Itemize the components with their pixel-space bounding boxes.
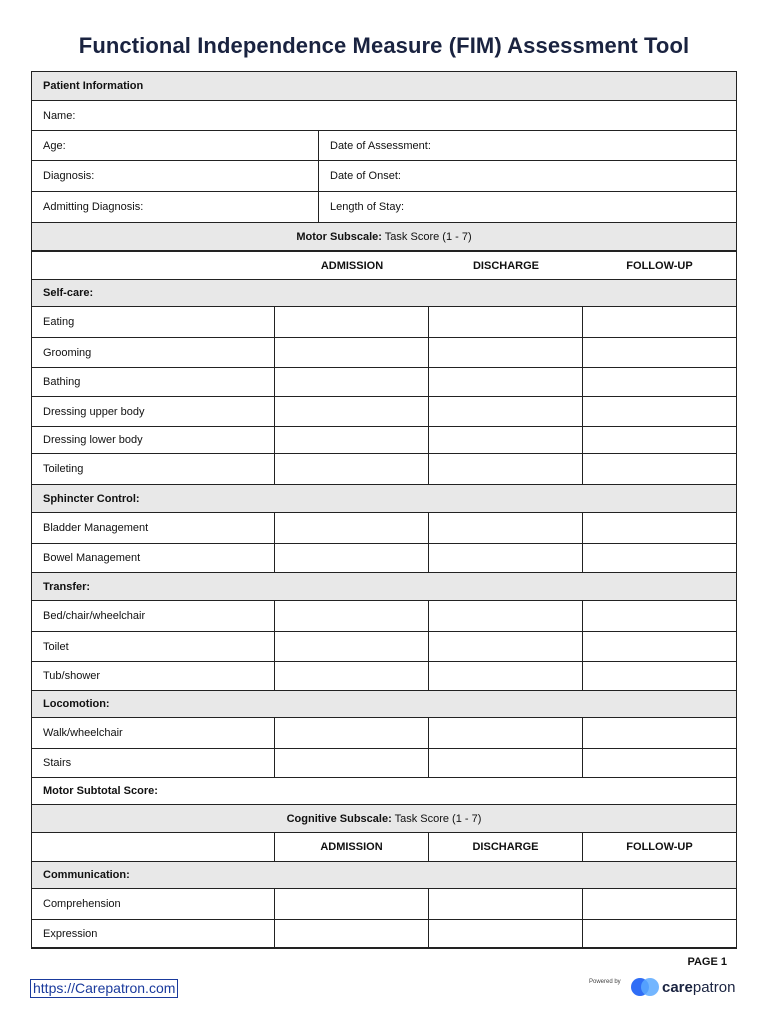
item-label: Tub/shower bbox=[32, 662, 275, 690]
admission-score-field[interactable] bbox=[275, 889, 429, 919]
sphincter-heading: Sphincter Control: bbox=[43, 492, 140, 505]
score-row bbox=[31, 307, 737, 338]
score-row bbox=[31, 718, 737, 749]
follow-up-score-field[interactable] bbox=[583, 920, 736, 947]
page-title: Functional Independence Measure (FIM) Assessment Tool bbox=[78, 33, 690, 58]
score-row bbox=[31, 397, 737, 427]
item-label: Eating bbox=[32, 307, 275, 337]
item-label: Walk/wheelchair bbox=[32, 718, 275, 748]
admission-score-field[interactable] bbox=[275, 427, 429, 453]
motor-subtotal-row bbox=[31, 778, 737, 805]
fim-form bbox=[31, 71, 737, 949]
cognitive-subscale-heading bbox=[32, 805, 736, 832]
diagnosis-field[interactable]: Diagnosis: bbox=[32, 161, 319, 191]
discharge-score-field[interactable] bbox=[429, 718, 583, 748]
score-row bbox=[31, 368, 737, 397]
score-row bbox=[31, 427, 737, 454]
follow-up-score-field[interactable] bbox=[583, 749, 736, 777]
carepatron-logo-icon bbox=[630, 976, 660, 998]
follow-up-score-field[interactable] bbox=[583, 338, 736, 367]
discharge-score-field[interactable] bbox=[429, 307, 583, 337]
discharge-score-field[interactable] bbox=[429, 397, 583, 426]
cognitive-col-admission: ADMISSION bbox=[275, 833, 429, 861]
discharge-score-field[interactable] bbox=[429, 632, 583, 661]
cognitive-col-follow-up: FOLLOW-UP bbox=[626, 841, 693, 853]
powered-by-label: Powered by bbox=[589, 979, 621, 985]
transfer-header-row bbox=[31, 573, 737, 601]
follow-up-score-field[interactable] bbox=[583, 427, 736, 453]
date-of-onset-field[interactable]: Date of Onset: bbox=[330, 170, 401, 182]
item-label: Stairs bbox=[32, 749, 275, 777]
carepatron-link[interactable]: https://Carepatron.com bbox=[30, 979, 178, 998]
admission-score-field[interactable] bbox=[275, 632, 429, 661]
date-of-assessment-field[interactable]: Date of Assessment: bbox=[330, 139, 431, 152]
cognitive-subscale-header-row bbox=[31, 805, 737, 833]
follow-up-score-field[interactable] bbox=[583, 601, 736, 631]
locomotion-header-row bbox=[31, 691, 737, 718]
admission-score-field[interactable] bbox=[275, 307, 429, 337]
item-label: Toileting bbox=[32, 454, 275, 484]
cognitive-columns-blank bbox=[32, 833, 275, 861]
item-label: Bed/chair/wheelchair bbox=[32, 601, 275, 631]
score-row bbox=[31, 544, 737, 573]
age-field[interactable]: Age: bbox=[32, 131, 319, 160]
discharge-score-field[interactable] bbox=[429, 454, 583, 484]
follow-up-score-field[interactable] bbox=[583, 397, 736, 426]
follow-up-score-field[interactable] bbox=[583, 368, 736, 396]
admission-score-field[interactable] bbox=[275, 749, 429, 777]
score-row bbox=[31, 749, 737, 778]
follow-up-score-field[interactable] bbox=[583, 454, 736, 484]
item-label: Expression bbox=[32, 920, 275, 947]
follow-up-score-field[interactable] bbox=[583, 662, 736, 690]
admission-score-field[interactable] bbox=[275, 513, 429, 543]
communication-header-row bbox=[31, 862, 737, 889]
patient-info-header-row bbox=[31, 71, 737, 101]
item-label: Dressing upper body bbox=[32, 397, 275, 426]
admission-score-field[interactable] bbox=[275, 397, 429, 426]
cognitive-subscale-score-range: Task Score (1 - 7) bbox=[391, 812, 482, 825]
carepatron-wordmark bbox=[662, 979, 735, 996]
item-label: Grooming bbox=[32, 338, 275, 367]
motor-col-follow-up: FOLLOW-UP bbox=[626, 259, 693, 272]
score-row bbox=[31, 632, 737, 662]
discharge-score-field[interactable] bbox=[429, 601, 583, 631]
follow-up-score-field[interactable] bbox=[583, 544, 736, 572]
locomotion-heading: Locomotion: bbox=[43, 698, 110, 710]
score-row bbox=[31, 889, 737, 920]
brand-rest: patron bbox=[692, 978, 736, 996]
motor-subtotal-label[interactable]: Motor Subtotal Score: bbox=[43, 785, 158, 797]
score-row bbox=[31, 454, 737, 485]
admitting-diagnosis-field[interactable]: Admitting Diagnosis: bbox=[32, 192, 319, 222]
motor-columns-blank bbox=[32, 252, 275, 279]
follow-up-score-field[interactable] bbox=[583, 889, 736, 919]
admission-score-field[interactable] bbox=[275, 338, 429, 367]
motor-subscale-score-range: Task Score (1 - 7) bbox=[381, 230, 472, 243]
admitting-row bbox=[31, 192, 737, 223]
discharge-score-field[interactable] bbox=[429, 368, 583, 396]
self-care-heading: Self-care: bbox=[43, 287, 94, 299]
patient-info-header: Patient Information bbox=[43, 80, 144, 92]
communication-heading: Communication: bbox=[43, 869, 130, 881]
transfer-heading: Transfer: bbox=[43, 580, 91, 593]
admission-score-field[interactable] bbox=[275, 368, 429, 396]
discharge-score-field[interactable] bbox=[429, 749, 583, 777]
discharge-score-field[interactable] bbox=[429, 662, 583, 690]
item-label: Toilet bbox=[32, 632, 275, 661]
score-row bbox=[31, 338, 737, 368]
name-field[interactable]: Name: bbox=[43, 109, 76, 122]
motor-columns-row bbox=[31, 251, 737, 280]
cognitive-subscale-label: Cognitive Subscale: bbox=[286, 812, 392, 825]
follow-up-score-field[interactable] bbox=[583, 632, 736, 661]
item-label: Dressing lower body bbox=[32, 427, 275, 453]
cognitive-col-discharge: DISCHARGE bbox=[429, 833, 583, 861]
age-row bbox=[31, 131, 737, 161]
motor-col-admission: ADMISSION bbox=[320, 259, 384, 272]
cognitive-columns-row bbox=[31, 833, 737, 862]
follow-up-score-field[interactable] bbox=[583, 513, 736, 543]
motor-subscale-header-row bbox=[31, 223, 737, 251]
discharge-score-field[interactable] bbox=[429, 427, 583, 453]
admission-score-field[interactable] bbox=[275, 920, 429, 947]
item-label: Bathing bbox=[32, 368, 275, 396]
score-row bbox=[31, 601, 737, 632]
admission-score-field[interactable] bbox=[275, 454, 429, 484]
motor-col-discharge: DISCHARGE bbox=[472, 259, 539, 272]
motor-subscale-label: Motor Subscale: bbox=[296, 230, 382, 243]
admission-score-field[interactable] bbox=[275, 544, 429, 572]
discharge-score-field[interactable] bbox=[429, 889, 583, 919]
admission-score-field[interactable] bbox=[275, 662, 429, 690]
name-row bbox=[31, 101, 737, 131]
sphincter-header-row bbox=[31, 485, 737, 513]
diagnosis-row bbox=[31, 161, 737, 192]
motor-subscale-heading bbox=[32, 223, 736, 250]
score-row bbox=[31, 920, 737, 949]
discharge-score-field[interactable] bbox=[429, 920, 583, 947]
item-label: Bladder Management bbox=[32, 513, 275, 543]
follow-up-score-field[interactable] bbox=[583, 718, 736, 748]
follow-up-score-field[interactable] bbox=[583, 307, 736, 337]
brand-bold: care bbox=[662, 978, 693, 996]
admission-score-field[interactable] bbox=[275, 718, 429, 748]
carepatron-brand[interactable] bbox=[630, 976, 735, 998]
length-of-stay-field[interactable]: Length of Stay: bbox=[330, 201, 404, 213]
discharge-score-field[interactable] bbox=[429, 544, 583, 572]
admission-score-field[interactable] bbox=[275, 601, 429, 631]
page-number: PAGE 1 bbox=[687, 956, 727, 968]
score-row bbox=[31, 513, 737, 544]
self-care-header-row bbox=[31, 280, 737, 307]
score-row bbox=[31, 662, 737, 691]
item-label: Comprehension bbox=[32, 889, 275, 919]
item-label: Bowel Management bbox=[32, 544, 275, 572]
discharge-score-field[interactable] bbox=[429, 513, 583, 543]
discharge-score-field[interactable] bbox=[429, 338, 583, 367]
